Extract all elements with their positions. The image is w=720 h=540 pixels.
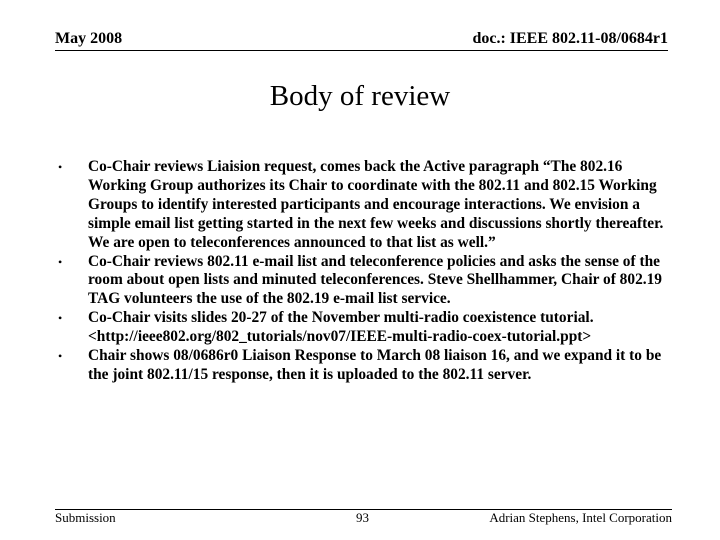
- bullet-text: Co-Chair reviews Liaision request, comes back the Active paragraph “The 802.16 Working Group authorizes its Chair to coordinate with the 802.11 and 802.15 Working Groups to identify interested participants and encourage interactions. We envision a simple email list getting started in the next few weeks and discussions shortly thereafter. We are open to teleconferences announced to that list as well.”: [88, 158, 664, 251]
- bullet-icon: •: [58, 160, 63, 174]
- slide-title: Body of review: [269, 80, 451, 112]
- bullet-icon: •: [58, 254, 63, 269]
- list-item: [58, 347, 668, 385]
- list-item: [58, 158, 668, 253]
- footer-author: Adrian Stephens, Intel Corporation: [489, 510, 672, 525]
- bullet-text: Co-Chair reviews 802.11 e-mail list and teleconference policies and asks the sense of the room about open lists and minuted teleconferences. Steve Shellhammer, Chair of 802.19 TAG volunteers the use of the 802.19 e-mail list service.: [88, 252, 662, 308]
- header-date: May 2008: [55, 30, 123, 47]
- list-item: [58, 253, 668, 310]
- bullet-icon: •: [58, 349, 63, 364]
- header-doc-id: doc.: IEEE 802.11-08/0684r1: [472, 30, 668, 47]
- header-divider: [55, 50, 668, 51]
- bullet-text: Chair shows 08/0686r0 Liaison Response to March 08 liaison 16, and we expand it to be the joint 802.11/15 response, then it is uploaded to the 802.11 server.: [88, 347, 662, 383]
- footer-submission: Submission: [55, 510, 116, 525]
- list-item: [58, 309, 668, 347]
- bullet-icon: •: [58, 311, 63, 326]
- footer-page-number: 93: [356, 510, 369, 525]
- bullet-text: Co-Chair visits slides 20-27 of the November multi-radio coexistence tutorial. <http://ieee802.org/802_tutorials/nov07/IEEE-multi-radio-coex-tutorial.ppt>: [88, 309, 594, 346]
- bullet-list: [58, 158, 668, 385]
